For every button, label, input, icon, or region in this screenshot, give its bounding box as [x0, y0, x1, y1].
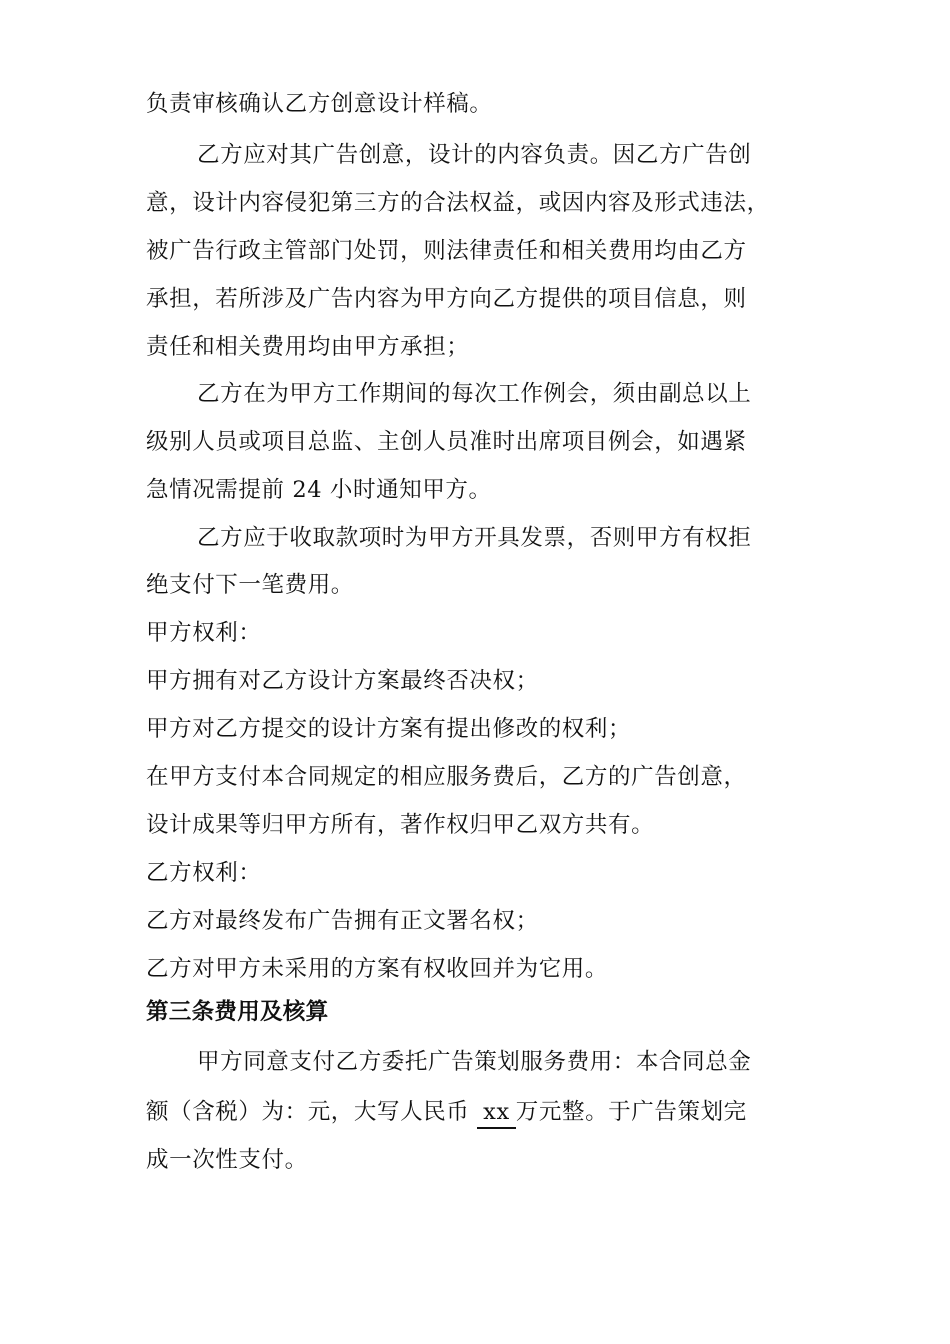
list-item: 甲方拥有对乙方设计方案最终否决权；	[146, 668, 539, 694]
paragraph-line: 被广告行政主管部门处罚，则法律责任和相关费用均由乙方	[146, 238, 747, 264]
list-item: 乙方对甲方未采用的方案有权收回并为它用。	[146, 956, 609, 982]
list-item: 设计成果等归甲方所有，著作权归甲乙双方共有。	[146, 812, 655, 838]
paragraph-line: 急情况需提前 24 小时通知甲方。	[146, 477, 492, 503]
paragraph-line: 乙方在为甲方工作期间的每次工作例会，须由副总以上	[197, 381, 752, 407]
amount-prefix: 额（含税）为：元，大写人民币	[146, 1099, 470, 1125]
paragraph-line: 负责审核确认乙方创意设计样稿。	[146, 91, 493, 117]
paragraph-line: 绝支付下一笔费用。	[146, 572, 354, 598]
paragraph-line: 乙方应对其广告创意，设计的内容负责。因乙方广告创	[197, 142, 752, 168]
article-heading: 第三条费用及核算	[146, 999, 329, 1025]
list-item: 乙方对最终发布广告拥有正文署名权；	[146, 908, 539, 934]
paragraph-line	[146, 1097, 747, 1129]
paragraph-line: 承担，若所涉及广告内容为甲方向乙方提供的项目信息，则	[146, 286, 747, 312]
section-title-party-b-rights: 乙方权利：	[146, 860, 262, 886]
paragraph-line: 意，设计内容侵犯第三方的合法权益，或因内容及形式违法，	[146, 190, 770, 216]
paragraph-line: 级别人员或项目总监、主创人员准时出席项目例会，如遇紧	[146, 429, 747, 455]
amount-blank: xx	[477, 1097, 516, 1129]
section-title-party-a-rights: 甲方权利：	[146, 620, 262, 646]
list-item: 甲方对乙方提交的设计方案有提出修改的权利；	[146, 716, 632, 742]
amount-suffix: 万元整。于广告策划完	[515, 1099, 747, 1125]
paragraph-line: 甲方同意支付乙方委托广告策划服务费用：本合同总金	[197, 1049, 752, 1075]
paragraph-line: 乙方应于收取款项时为甲方开具发票，否则甲方有权拒	[197, 525, 752, 551]
paragraph-line: 成一次性支付。	[146, 1147, 308, 1173]
paragraph-line: 责任和相关费用均由甲方承担；	[146, 334, 470, 360]
list-item: 在甲方支付本合同规定的相应服务费后，乙方的广告创意，	[146, 764, 747, 790]
